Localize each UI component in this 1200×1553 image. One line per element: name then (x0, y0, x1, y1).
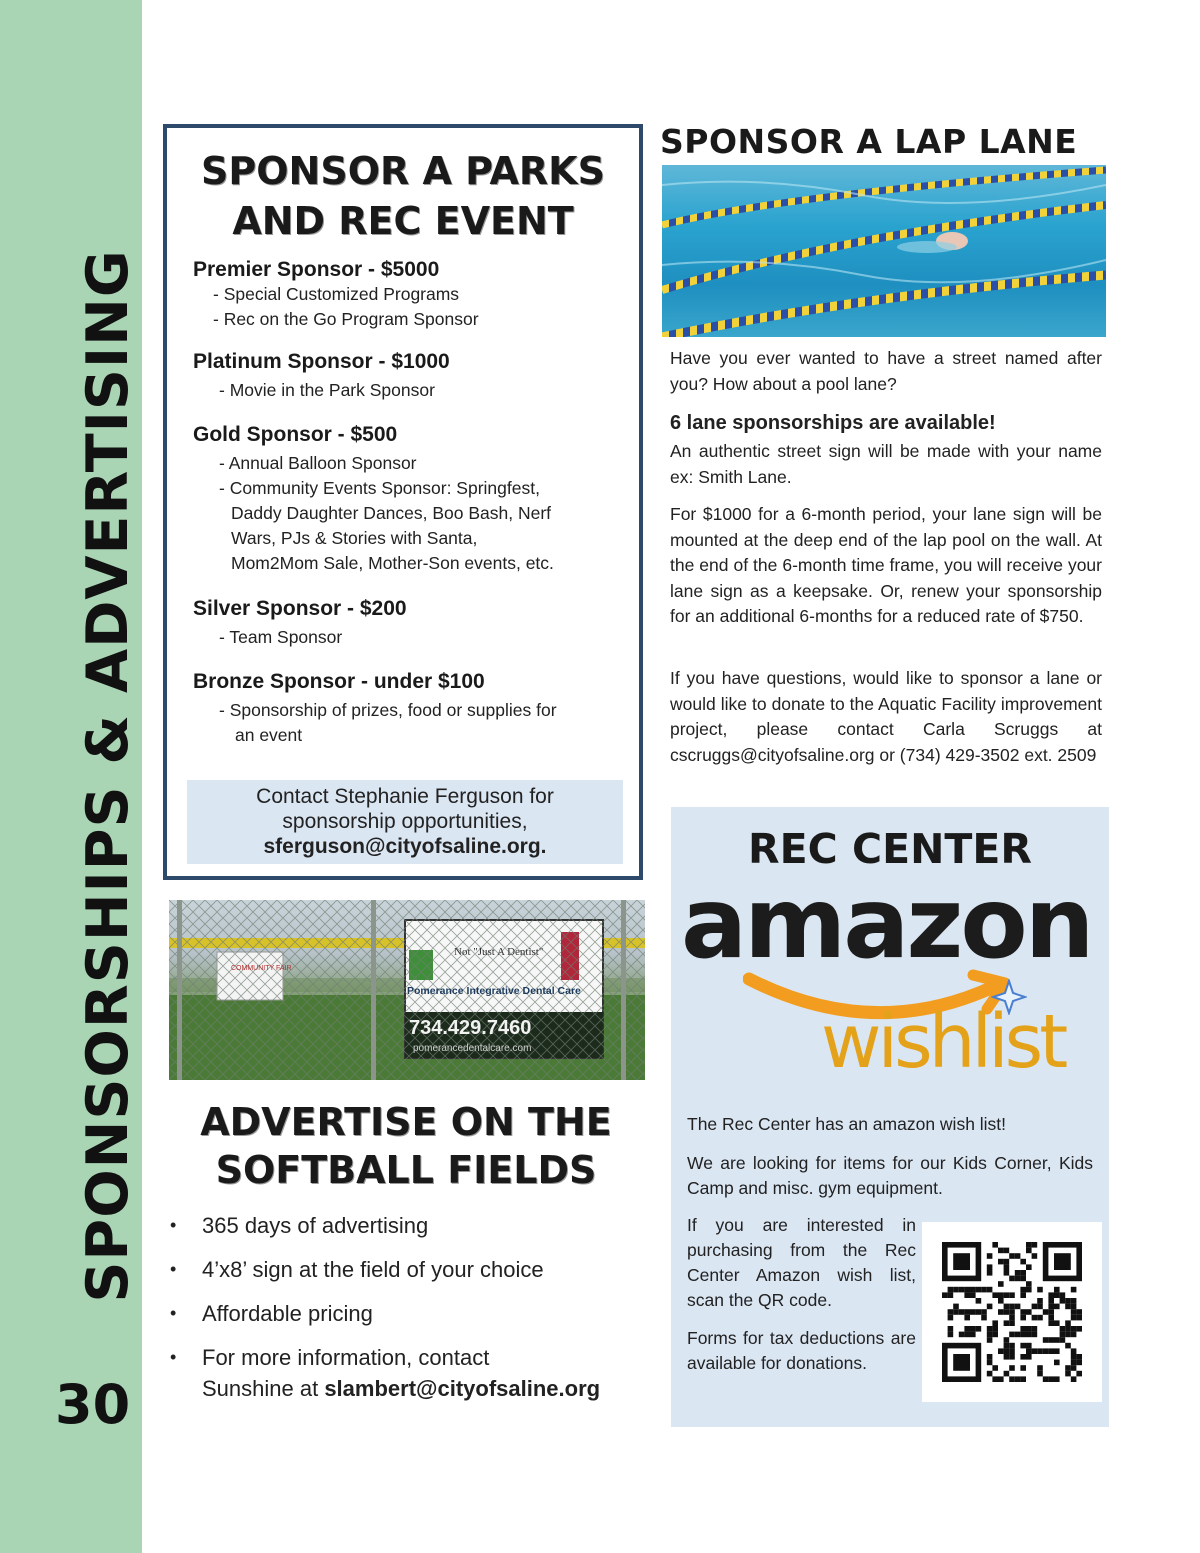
softball-title (170, 1098, 642, 1194)
rec-paragraph-4: Forms for tax deductions are available for donations. (687, 1328, 916, 1373)
tier-bronze (193, 670, 623, 748)
sign-url: pomerancedentalcare.com (413, 1043, 532, 1054)
tier-premier (193, 258, 623, 332)
rec-center-box (671, 807, 1109, 1427)
contact-line: Contact Stephanie Ferguson for (256, 785, 554, 808)
tier-name: Bronze Sponsor - under $100 (193, 670, 485, 693)
tier-name: Premier Sponsor - $5000 (193, 258, 440, 281)
softball-title-line1: ADVERTISE ON THE (200, 1100, 612, 1144)
bullet-item: • Affordable pricing (168, 1298, 648, 1329)
lap-subhead: 6 lane sponsorships are available! (670, 412, 996, 434)
parks-contact-band (187, 780, 623, 864)
tier-item: - Community Events Sponsor: Springfest, (219, 478, 540, 498)
sign-business-name: Pomerance Integrative Dental Care (407, 985, 581, 997)
qr-code[interactable] (922, 1222, 1102, 1402)
tier-name: Gold Sponsor - $500 (193, 423, 398, 446)
parks-title-line2: AND REC EVENT (232, 199, 574, 243)
pool-photo (662, 165, 1106, 337)
lap-intro: Have you ever wanted to have a street named after you? How about a pool lane? (670, 348, 1102, 394)
tier-item: Daddy Daughter Dances, Boo Bash, Nerf (231, 503, 552, 523)
rec-paragraph-1: The Rec Center has an amazon wish list! (687, 1114, 1007, 1134)
section-title-vertical: SPONSORSHIPS & ADVERTISING (75, 249, 141, 1303)
softball-contact-email[interactable]: slambert@cityofsaline.org (324, 1376, 601, 1401)
bullet-item: • For more information, contact Sunshine at slambert@cityofsaline.org (168, 1342, 648, 1404)
pool-illustration (662, 165, 1106, 337)
tier-item: - Movie in the Park Sponsor (219, 380, 435, 400)
rec-center-title: REC CENTER (748, 825, 1032, 873)
softball-bullets (168, 1210, 648, 1417)
tier-item: - Annual Balloon Sponsor (219, 453, 417, 473)
bullet-item: • 365 days of advertising (168, 1210, 648, 1241)
tier-item: Wars, PJs & Stories with Santa, (231, 528, 478, 548)
rec-paragraph-3: If you are interested in purchasing from the Rec Center Amazon wish list, scan the QR code. (687, 1215, 916, 1310)
tier-platinum (193, 350, 623, 403)
lap-lane-title: SPONSOR A LAP LANE (660, 122, 1078, 161)
tier-item: Mom2Mom Sale, Mother-Son events, etc. (231, 553, 554, 573)
parks-title (167, 146, 639, 246)
softball-title-line2: SOFTBALL FIELDS (215, 1148, 597, 1192)
bullet-item: • 4’x8’ sign at the field of your choice (168, 1254, 648, 1285)
contact-line: sponsorship opportunities, (282, 810, 528, 833)
contact-prefix: Sunshine at (202, 1376, 325, 1401)
sign-phone: 734.429.7460 (409, 1017, 532, 1039)
parks-title-line1: SPONSOR A PARKS (201, 149, 605, 193)
tier-gold (193, 423, 623, 576)
tier-item: - Special Customized Programs (213, 284, 460, 304)
wishlist-logo-text: wishlist (821, 999, 1065, 1085)
lap-paragraph-1: An authentic street sign will be made with your name ex: Smith Lane. (670, 441, 1102, 487)
softball-field-photo (169, 900, 645, 1080)
rec-paragraph-2: We are looking for items for our Kids Corner, Kids Camp and misc. gym equipment. (687, 1153, 1093, 1198)
tier-item: - Rec on the Go Program Sponsor (213, 309, 479, 329)
tier-item: - Team Sponsor (219, 627, 343, 647)
banner-text: COMMUNITY FAIR (231, 965, 292, 972)
tier-name: Platinum Sponsor - $1000 (193, 350, 450, 373)
qr-code-card[interactable] (922, 1222, 1102, 1402)
tier-item: an event (235, 725, 303, 745)
page-number: 30 (55, 1373, 131, 1436)
tier-silver (193, 597, 623, 650)
tier-item: - Sponsorship of prizes, food or supplies for (219, 700, 557, 720)
tier-name: Silver Sponsor - $200 (193, 597, 407, 620)
sign-tagline: Not "Just A Dentist" (454, 946, 544, 958)
lap-paragraph-3: If you have questions, would like to sponsor a lane or would like to donate to the Aquatic Facility improvement project, please contact Carla Scruggs at cscruggs@cityofsaline.org or (734) 429-3502 ext. 2509 (670, 668, 1102, 765)
lap-paragraph-2: For $1000 for a 6-month period, your lane sign will be mounted at the deep end of the lap pool on the wall. At the end of the 6-month time frame, you will receive your lane sign as a keepsake. Or, renew your sponsorship for an additional 6-months for a reduced rate of $750. (670, 504, 1102, 626)
amazon-logo-text: amazon (681, 867, 1092, 981)
parks-sponsor-box (163, 124, 643, 880)
fence-illustration (169, 900, 645, 1080)
contact-email[interactable]: sferguson@cityofsaline.org. (263, 835, 547, 858)
